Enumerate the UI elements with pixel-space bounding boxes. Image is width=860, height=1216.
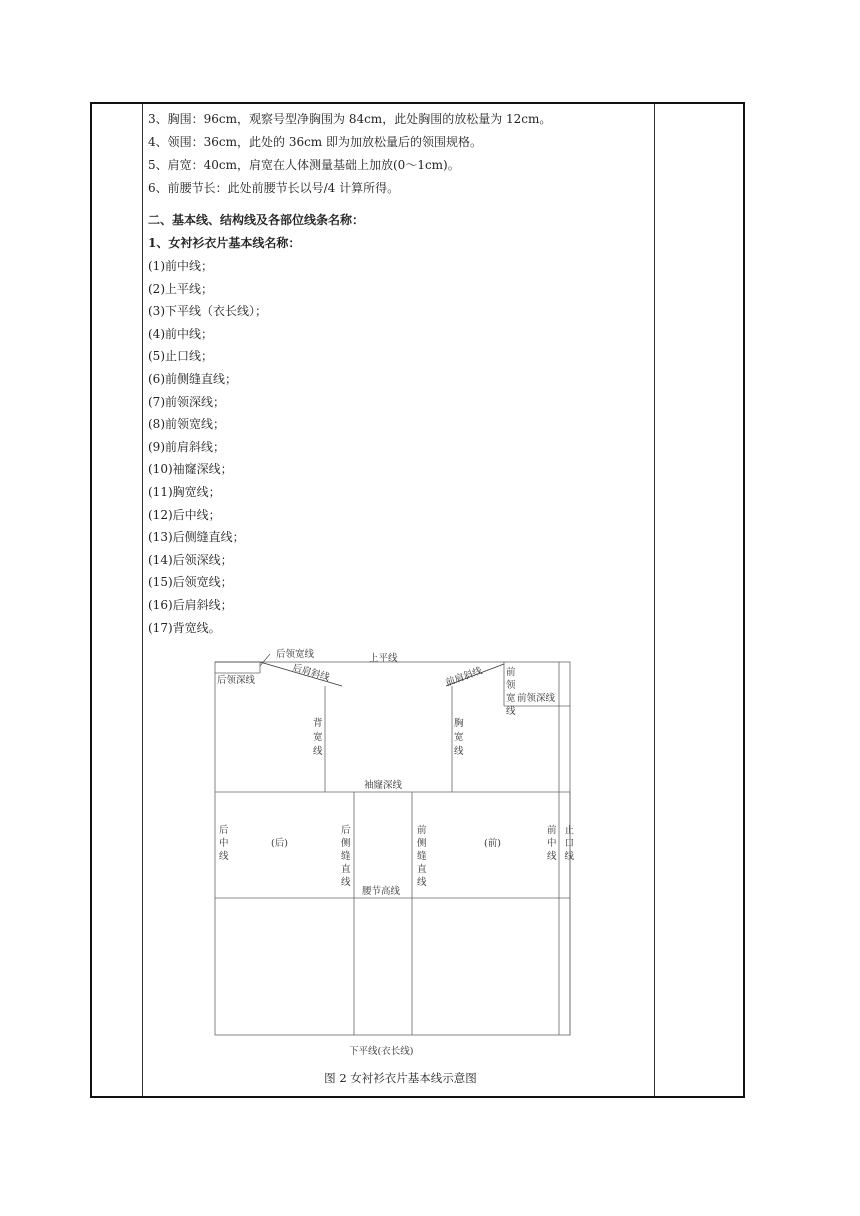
svg-text:侧: 侧 <box>417 838 427 849</box>
figure-caption: 图 2 女衬衫衣片基本线示意图 <box>324 1071 477 1085</box>
svg-text:直: 直 <box>341 864 351 875</box>
right-column-divider <box>654 104 655 1096</box>
svg-text:领: 领 <box>506 680 516 691</box>
label-front-shoulder: 前肩斜线 <box>444 665 484 689</box>
svg-text:线: 线 <box>341 877 351 888</box>
svg-text:线: 线 <box>219 851 229 862</box>
line-name-item: (3)下平线（衣长线）； <box>148 304 267 319</box>
left-column-divider <box>142 104 143 1096</box>
svg-text:中: 中 <box>219 838 229 849</box>
page-table-frame <box>90 102 745 1098</box>
svg-text:止: 止 <box>564 825 574 836</box>
diagram-svg <box>214 646 574 1076</box>
svg-text:宽: 宽 <box>313 732 323 743</box>
svg-text:直: 直 <box>417 864 427 875</box>
label-front-neck-width <box>506 666 516 717</box>
line-name-item: (4)前中线； <box>148 326 213 341</box>
line-name-item: (14)后领深线； <box>148 552 233 567</box>
svg-text:缝: 缝 <box>417 851 427 862</box>
label-back-shoulder: 后肩斜线 <box>291 662 331 684</box>
line-name-item: (16)后肩斜线； <box>148 598 233 612</box>
line-name-item: (13)后侧缝直线； <box>148 530 245 545</box>
svg-text:宽: 宽 <box>454 732 464 743</box>
svg-text:线: 线 <box>506 706 516 717</box>
spec-line: 6、前腰节长：此处前腰节长以号/4 计算所得。 <box>148 181 400 195</box>
label-front-center <box>547 824 557 862</box>
svg-text:线: 线 <box>454 746 464 757</box>
svg-text:侧: 侧 <box>341 838 351 849</box>
label-front-side-seam <box>417 824 427 888</box>
svg-text:背: 背 <box>313 718 323 729</box>
svg-text:线: 线 <box>313 746 323 757</box>
outer-frame-rect <box>215 662 570 1035</box>
svg-text:前: 前 <box>417 825 427 836</box>
svg-text:口: 口 <box>564 838 574 849</box>
label-armhole-depth: 袖窿深线 <box>364 780 403 791</box>
svg-text:前: 前 <box>506 667 516 678</box>
svg-text:后: 后 <box>341 825 351 836</box>
svg-text:前: 前 <box>547 825 557 836</box>
label-front-mark: (前) <box>484 838 501 849</box>
line-name-item: (9)前肩斜线； <box>148 439 225 454</box>
line-name-item: (8)前领宽线； <box>148 417 225 432</box>
line-name-item: (15)后领宽线； <box>148 575 233 590</box>
svg-text:线: 线 <box>564 851 574 862</box>
line-name-item: (17)背宽线。 <box>148 620 221 635</box>
line-name-item: (7)前领深线； <box>148 394 225 409</box>
label-back-center <box>219 824 229 862</box>
svg-text:胸: 胸 <box>454 718 464 729</box>
svg-text:线: 线 <box>417 877 427 888</box>
label-back-width <box>313 717 323 757</box>
line-name-item: (5)止口线； <box>148 349 213 364</box>
line-name-item: (6)前侧缝直线； <box>148 372 237 386</box>
line-name-item: (11)胸宽线； <box>148 485 221 499</box>
svg-text:宽: 宽 <box>506 693 516 704</box>
line-name-item: (2)上平线； <box>148 281 213 296</box>
spec-line: 3、胸围：96cm，观察号型净胸围为 84cm，此处胸围的放松量为 12cm。 <box>148 112 552 126</box>
label-placket <box>564 824 574 862</box>
label-top-line: 上平线 <box>369 653 398 664</box>
label-chest-width <box>454 717 464 757</box>
line-name-item: (12)后中线； <box>148 507 221 522</box>
label-back-mark: (后) <box>271 838 288 849</box>
label-back-side-seam <box>341 824 351 888</box>
line-name-item: (1)前中线； <box>148 259 213 273</box>
section-title: 二、基本线、结构线及各部位线条名称： <box>148 213 365 227</box>
spec-line: 4、领围：36cm，此处的 36cm 即为加放松量后的领围规格。 <box>148 135 483 149</box>
svg-text:中: 中 <box>547 838 557 849</box>
spec-line: 5、肩宽：40cm，肩宽在人体测量基础上加放(0～1cm)。 <box>148 158 460 172</box>
subsection-title: 1、女衬衫衣片基本线名称： <box>148 236 301 250</box>
line-name-item: (10)袖窿深线； <box>148 462 233 477</box>
svg-text:后: 后 <box>219 825 229 836</box>
label-front-neck-depth: 前领深线 <box>517 693 556 704</box>
basic-line-diagram <box>214 646 574 1076</box>
label-bottom-line: 下平线(衣长线) <box>349 1046 414 1057</box>
label-back-neck-width: 后领宽线 <box>276 649 315 660</box>
label-waist-line: 腰节高线 <box>362 886 401 897</box>
label-back-neck-depth: 后领深线 <box>217 675 256 686</box>
svg-text:缝: 缝 <box>341 851 351 862</box>
svg-text:线: 线 <box>547 851 557 862</box>
